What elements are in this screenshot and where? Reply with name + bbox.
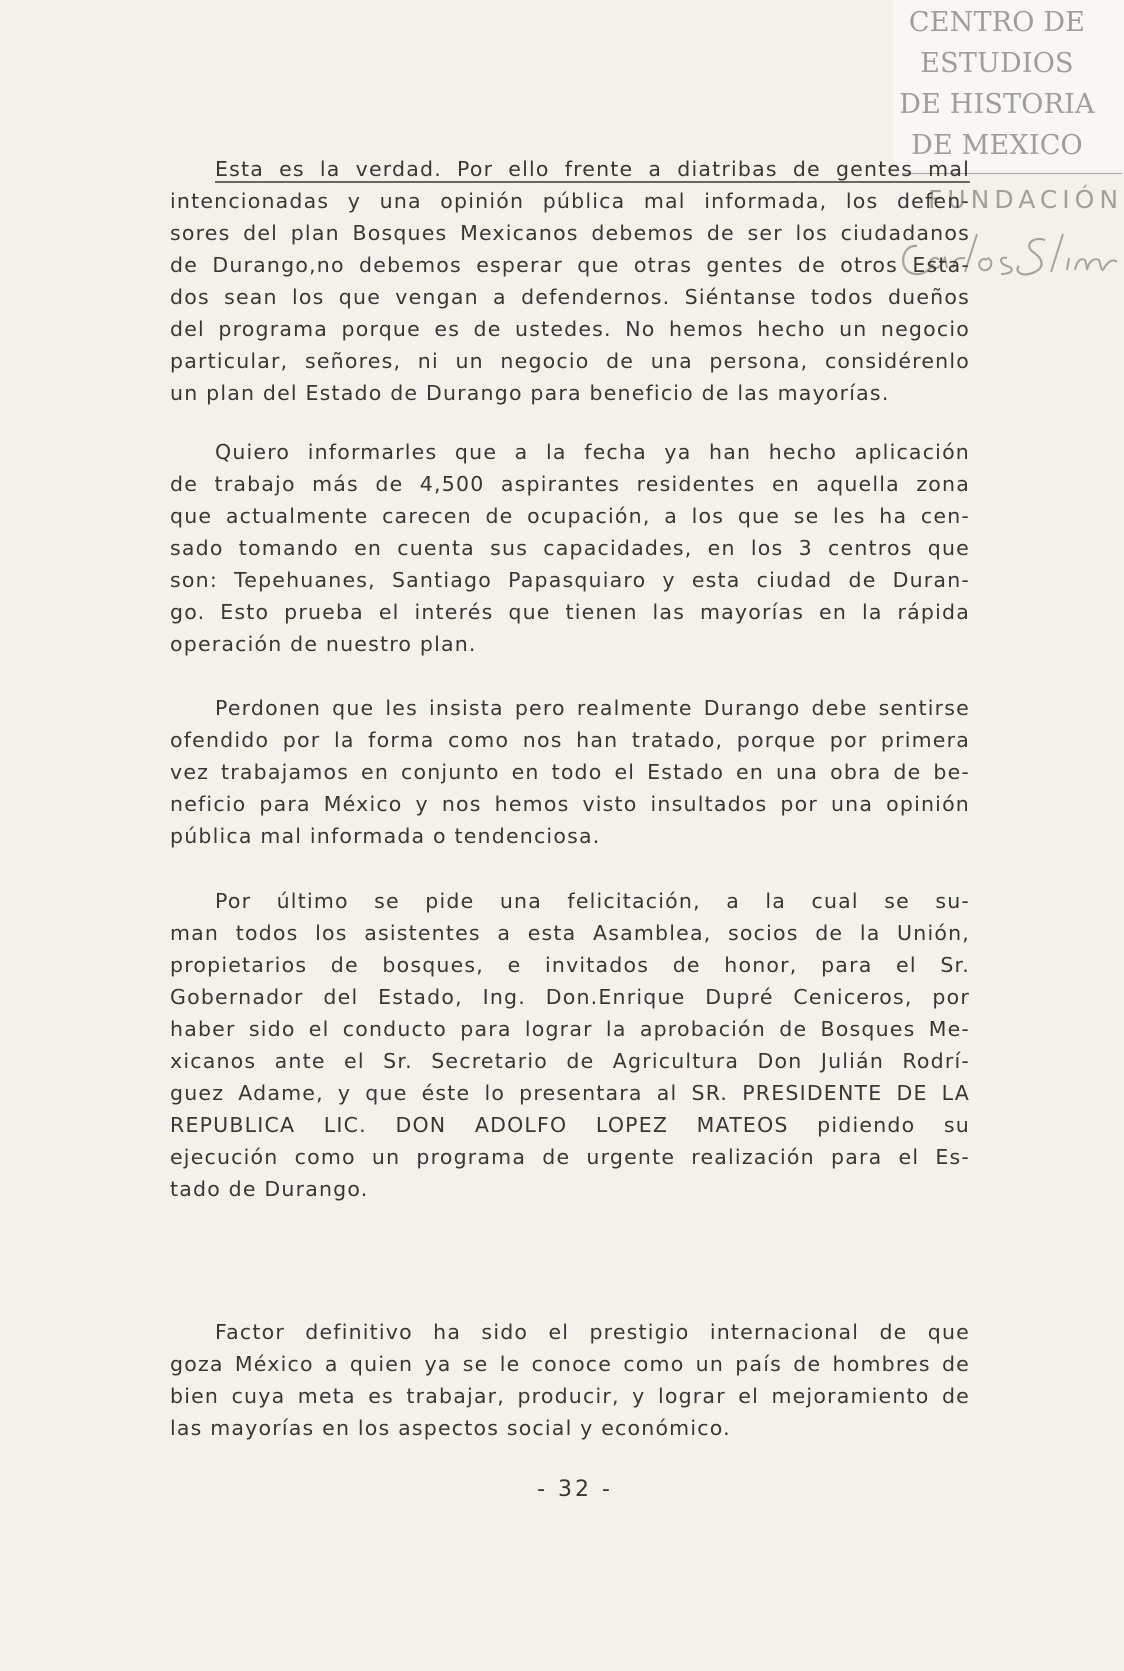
- text-line: de trabajo más de 4,500 aspirantes residentes en aquella zona: [170, 472, 970, 496]
- text-line: tado de Durango.: [170, 1177, 369, 1201]
- text-line: vez trabajamos en conjunto en todo el Estado en una obra de be-: [170, 760, 970, 784]
- watermark-line-2: ESTUDIOS: [920, 48, 1074, 79]
- text-line: Perdonen que les insista pero realmente Durango debe sentirse: [215, 696, 970, 720]
- text-line: ofendido por la forma como nos han tratado, porque por primera: [170, 728, 970, 752]
- watermark-line-1: CENTRO DE: [908, 7, 1086, 38]
- text-line: goza México a quien ya se le conoce como un país de hombres de: [170, 1352, 970, 1376]
- text-line: Por último se pide una felicitación, a la cual se su-: [215, 889, 970, 913]
- text-line: Factor definitivo ha sido el prestigio internacional de que: [215, 1320, 970, 1344]
- text-line: Esta es la verdad. Por ello frente a diatribas de gentes mal: [215, 157, 970, 181]
- text-line: man todos los asistentes a esta Asamblea, socios de la Unión,: [170, 921, 970, 945]
- text-line: Quiero informarles que a la fecha ya han hecho aplicación: [215, 440, 970, 464]
- paragraph-3: [170, 692, 970, 852]
- text-line: haber sido el conducto para lograr la aprobación de Bosques Me-: [170, 1017, 970, 1041]
- page-number: - 32 -: [537, 1477, 613, 1502]
- paragraph-4: [170, 885, 970, 1205]
- text-line: go. Esto prueba el interés que tienen las mayorías en la rápida: [170, 600, 970, 624]
- paragraph-2: [170, 436, 970, 660]
- text-line: intencionadas y una opinión pública mal informada, los defen-: [170, 189, 970, 213]
- text-line: xicanos ante el Sr. Secretario de Agricultura Don Julián Rodrí-: [170, 1049, 970, 1073]
- text-line: un plan del Estado de Durango para beneficio de las mayorías.: [170, 381, 890, 405]
- text-line: REPUBLICA LIC. DON ADOLFO LOPEZ MATEOS pidiendo su: [170, 1113, 970, 1137]
- text-line: que actualmente carecen de ocupación, a los que se les ha cen-: [170, 504, 970, 528]
- text-line: bien cuya meta es trabajar, producir, y lograr el mejoramiento de: [170, 1384, 970, 1408]
- text-line: particular, señores, ni un negocio de una persona, considérenlo: [170, 349, 970, 373]
- text-line: del programa porque es de ustedes. No hemos hecho un negocio: [170, 317, 970, 341]
- text-line: de Durango,no debemos esperar que otras gentes de otros Esta-: [170, 253, 970, 277]
- watermark-line-4: DE MEXICO: [911, 130, 1083, 161]
- text-line: pública mal informada o tendenciosa.: [170, 824, 601, 848]
- text-line: las mayorías en los aspectos social y económico.: [170, 1416, 731, 1440]
- paragraph-1: [170, 153, 970, 409]
- text-line: operación de nuestro plan.: [170, 632, 477, 656]
- text-line: guez Adame, y que éste lo presentara al SR. PRESIDENTE DE LA: [170, 1081, 970, 1105]
- text-line: ejecución como un programa de urgente realización para el Es-: [170, 1145, 970, 1169]
- text-line: Gobernador del Estado, Ing. Don.Enrique Dupré Ceniceros, por: [170, 985, 970, 1009]
- text-line: neficio para México y nos hemos visto insultados por una opinión: [170, 792, 970, 816]
- text-line: sores del plan Bosques Mexicanos debemos de ser los ciudadanos: [170, 221, 970, 245]
- text-line: sado tomando en cuenta sus capacidades, en los 3 centros que: [170, 536, 970, 560]
- paragraph-5: [170, 1316, 970, 1444]
- text-line: son: Tepehuanes, Santiago Papasquiaro y esta ciudad de Duran-: [170, 568, 970, 592]
- text-line: propietarios de bosques, e invitados de honor, para el Sr.: [170, 953, 970, 977]
- text-line: dos sean los que vengan a defendernos. Siéntanse todos dueños: [170, 285, 970, 309]
- watermark-foundation: FUNDACIÓN: [928, 185, 1124, 214]
- watermark-line-3: DE HISTORIA: [899, 89, 1095, 120]
